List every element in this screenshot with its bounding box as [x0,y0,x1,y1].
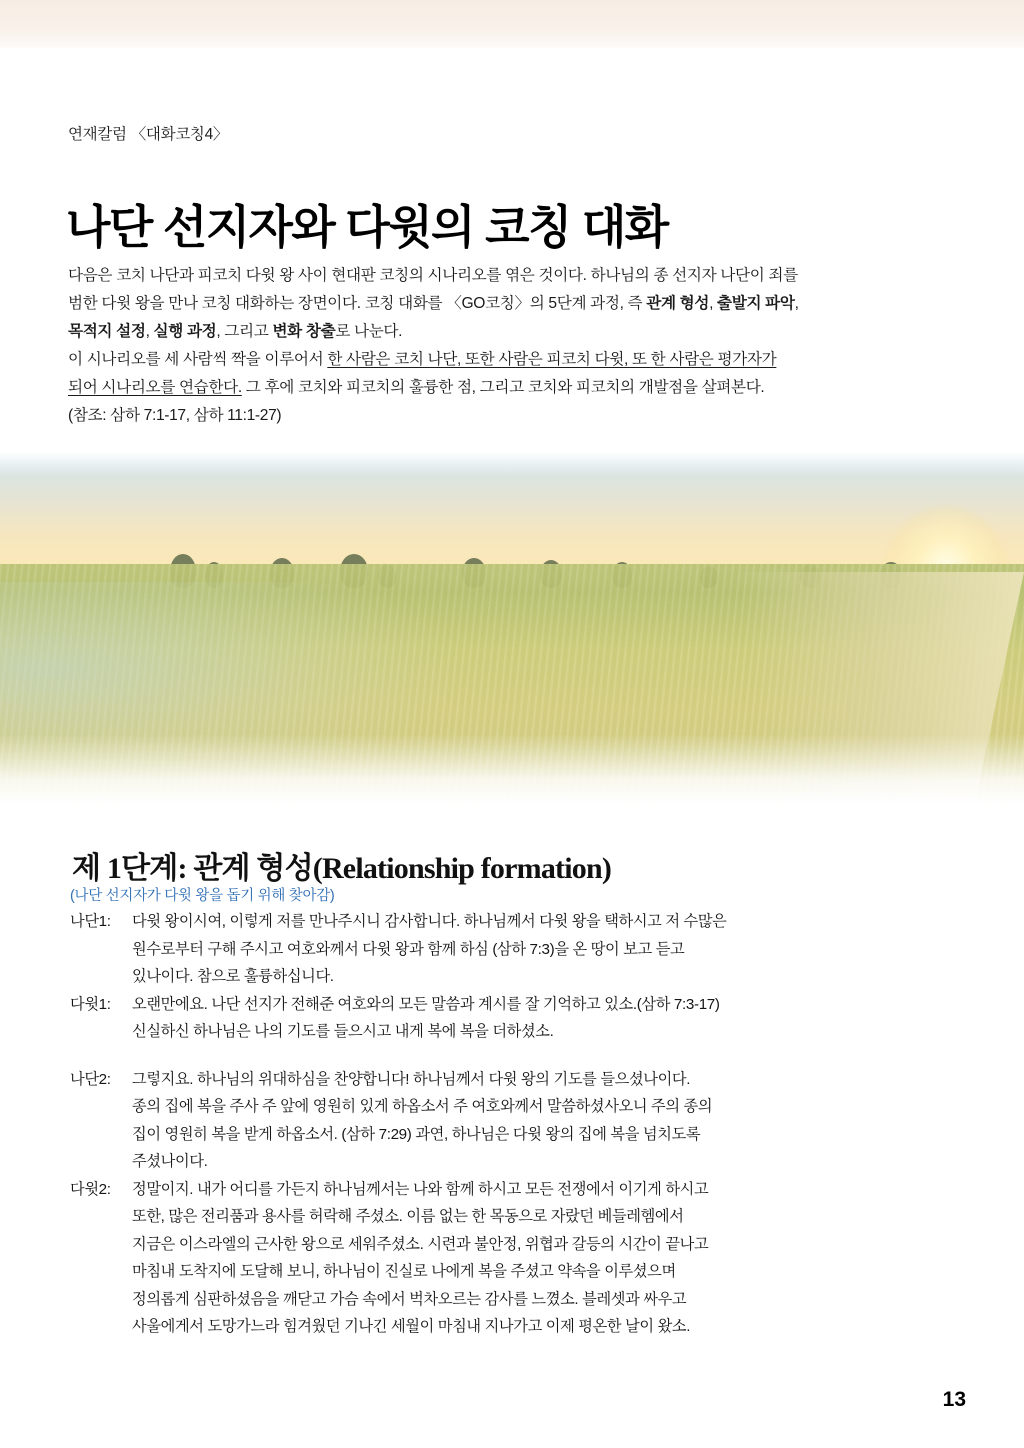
stage-direction-note: (나단 선지자가 다윗 왕을 돕기 위해 찾아감) [70,888,335,904]
dialogue-text [132,908,970,991]
dialogue-list [70,908,970,1341]
dialogue-line: 사울에게서 도망가느라 힘겨웠던 기나긴 세월이 마침내 지나가고 이제 평온한 날이 왔소. [132,1318,691,1335]
intro-line-2-text: 범한 다윗 왕을 만나 코칭 대화하는 장면이다. 코칭 대화를 〈GO코칭〉의 5단계 과정, 즉 [68,295,647,312]
dialogue-line: 주셨나이다. [132,1153,208,1170]
intro-bold-relationship: 관계 형성 [646,295,710,312]
wheat-field-photo [0,452,1024,804]
dialogue-line: 마침내 도착지에 도달해 보니, 하나님이 진실로 나에게 복을 주셨고 약속을 이루셨으며 [132,1263,676,1280]
dialogue-line: 집이 영원히 복을 받게 하옵소서. (삼하 7:29) 과연, 하나님은 다윗 왕의 집에 복을 넘치도록 [132,1125,701,1143]
intro-line-1 [68,262,958,290]
intro-reference: (참조: 삼하 7:1-17, 삼하 11:1-27) [68,407,282,424]
dialogue-line: 원수로부터 구해 주시고 여호와께서 다윗 왕과 함께 하심 (삼하 7:3)을 온 땅이 보고 듣고 [132,940,685,958]
top-decorative-band [0,0,1024,48]
intro-bold-goal: 목적지 설정 [68,323,146,340]
column-kicker: 연재칼럼 〈대화코칭4〉 [68,126,229,143]
dialogue-line: 지금은 이스라엘의 근사한 왕으로 세워주셨소. 시련과 불안정, 위협과 갈등의 시간이 끝나고 [132,1235,709,1253]
dialogue-speaker: 나단1: [70,913,111,930]
dialogue-line: 신실하신 하나님은 나의 기도를 들으시고 내게 복에 복을 더하셨소. [132,1023,554,1040]
dialogue-text [132,1066,970,1176]
intro-line-4 [68,346,958,374]
intro-line-5 [68,374,958,402]
dialogue-turn [70,908,970,991]
dialogue-text [132,1176,970,1341]
dialogue-line: 정말이지. 내가 어디를 가든지 하나님께서는 나와 함께 하시고 모든 전쟁에서 이기게 하시고 [132,1180,709,1198]
intro-bold-origin: 출발지 파악 [717,295,795,312]
intro-paragraph [68,262,958,430]
page-title: 나단 선지자와 다윗의 코칭 대화 [66,200,668,253]
intro-underline-2: 되어 시나리오를 연습한다. [68,379,242,396]
intro-mid-text: , 그리고 [216,323,273,340]
dialogue-turn [70,1176,970,1341]
intro-line-2 [68,290,958,318]
intro-underline-1: 한 사람은 코치 나단, 또한 사람은 피코치 다윗, 또 한 사람은 평가자가 [327,351,777,368]
intro-sep-1: , [709,295,718,312]
dialogue-turn [70,1066,970,1176]
dialogue-line: 있나이다. 참으로 훌륭하십니다. [132,968,334,985]
intro-bold-action: 실행 과정 [153,323,217,340]
dialogue-text [132,991,970,1046]
intro-line-1-text: 다음은 코치 나단과 피코치 다윗 왕 사이 현대판 코칭의 시나리오를 엮은 것이다. 하나님의 종 선지자 나단이 죄를 [68,267,798,284]
intro-bold-change: 변화 창출 [272,323,336,340]
dialogue-line: 다윗 왕이시여, 이렇게 저를 만나주시니 감사합니다. 하나님께서 다윗 왕을 택하시고 저 수많은 [132,913,727,930]
dialogue-line: 또한, 많은 전리품과 용사를 허락해 주셨소. 이름 없는 한 목동으로 자랐던 베들레헴에서 [132,1208,684,1225]
dialogue-line: 종의 집에 복을 주사 주 앞에 영원히 있게 하옵소서 주 여호와께서 말씀하셨사오니 주의 종의 [132,1098,713,1115]
photo-bottom-fade [0,734,1024,804]
dialogue-line: 오랜만에요. 나단 선지가 전해준 여호와의 모든 말씀과 계시를 잘 기억하고 있소.(삼하 7:3-17) [132,995,720,1013]
dialogue-line: 정의롭게 심판하셨음을 깨닫고 가슴 속에서 벅차오르는 감사를 느꼈소. 블레셋과 싸우고 [132,1290,687,1308]
intro-tail-text: 로 나눈다. [335,323,403,340]
intro-line-3 [68,318,958,346]
dialogue-speaker: 나단2: [70,1070,111,1088]
intro-line-4-text: 이 시나리오를 세 사람씩 짝을 이루어서 [68,351,328,368]
dialogue-line: 그렇지요. 하나님의 위대하심을 찬양합니다! 하나님께서 다윗 왕의 기도를 들으셨나이다. [132,1070,691,1088]
dialogue-spacer [70,1046,970,1066]
intro-line-5-text: 그 후에 코치와 피코치의 훌륭한 점, 그리고 코치와 피코치의 개발점을 살펴본다. [241,379,765,396]
photo-top-fade [0,452,1024,478]
dialogue-turn [70,991,970,1046]
intro-sep-2: , [794,295,799,312]
intro-sep-3: , [145,323,154,340]
dialogue-speaker: 다윗2: [70,1180,111,1198]
dialogue-speaker: 다윗1: [70,995,111,1013]
page-number: 13 [942,1388,966,1411]
section-heading: 제 1단계: 관계 형성(Relationship formation) [72,851,612,885]
